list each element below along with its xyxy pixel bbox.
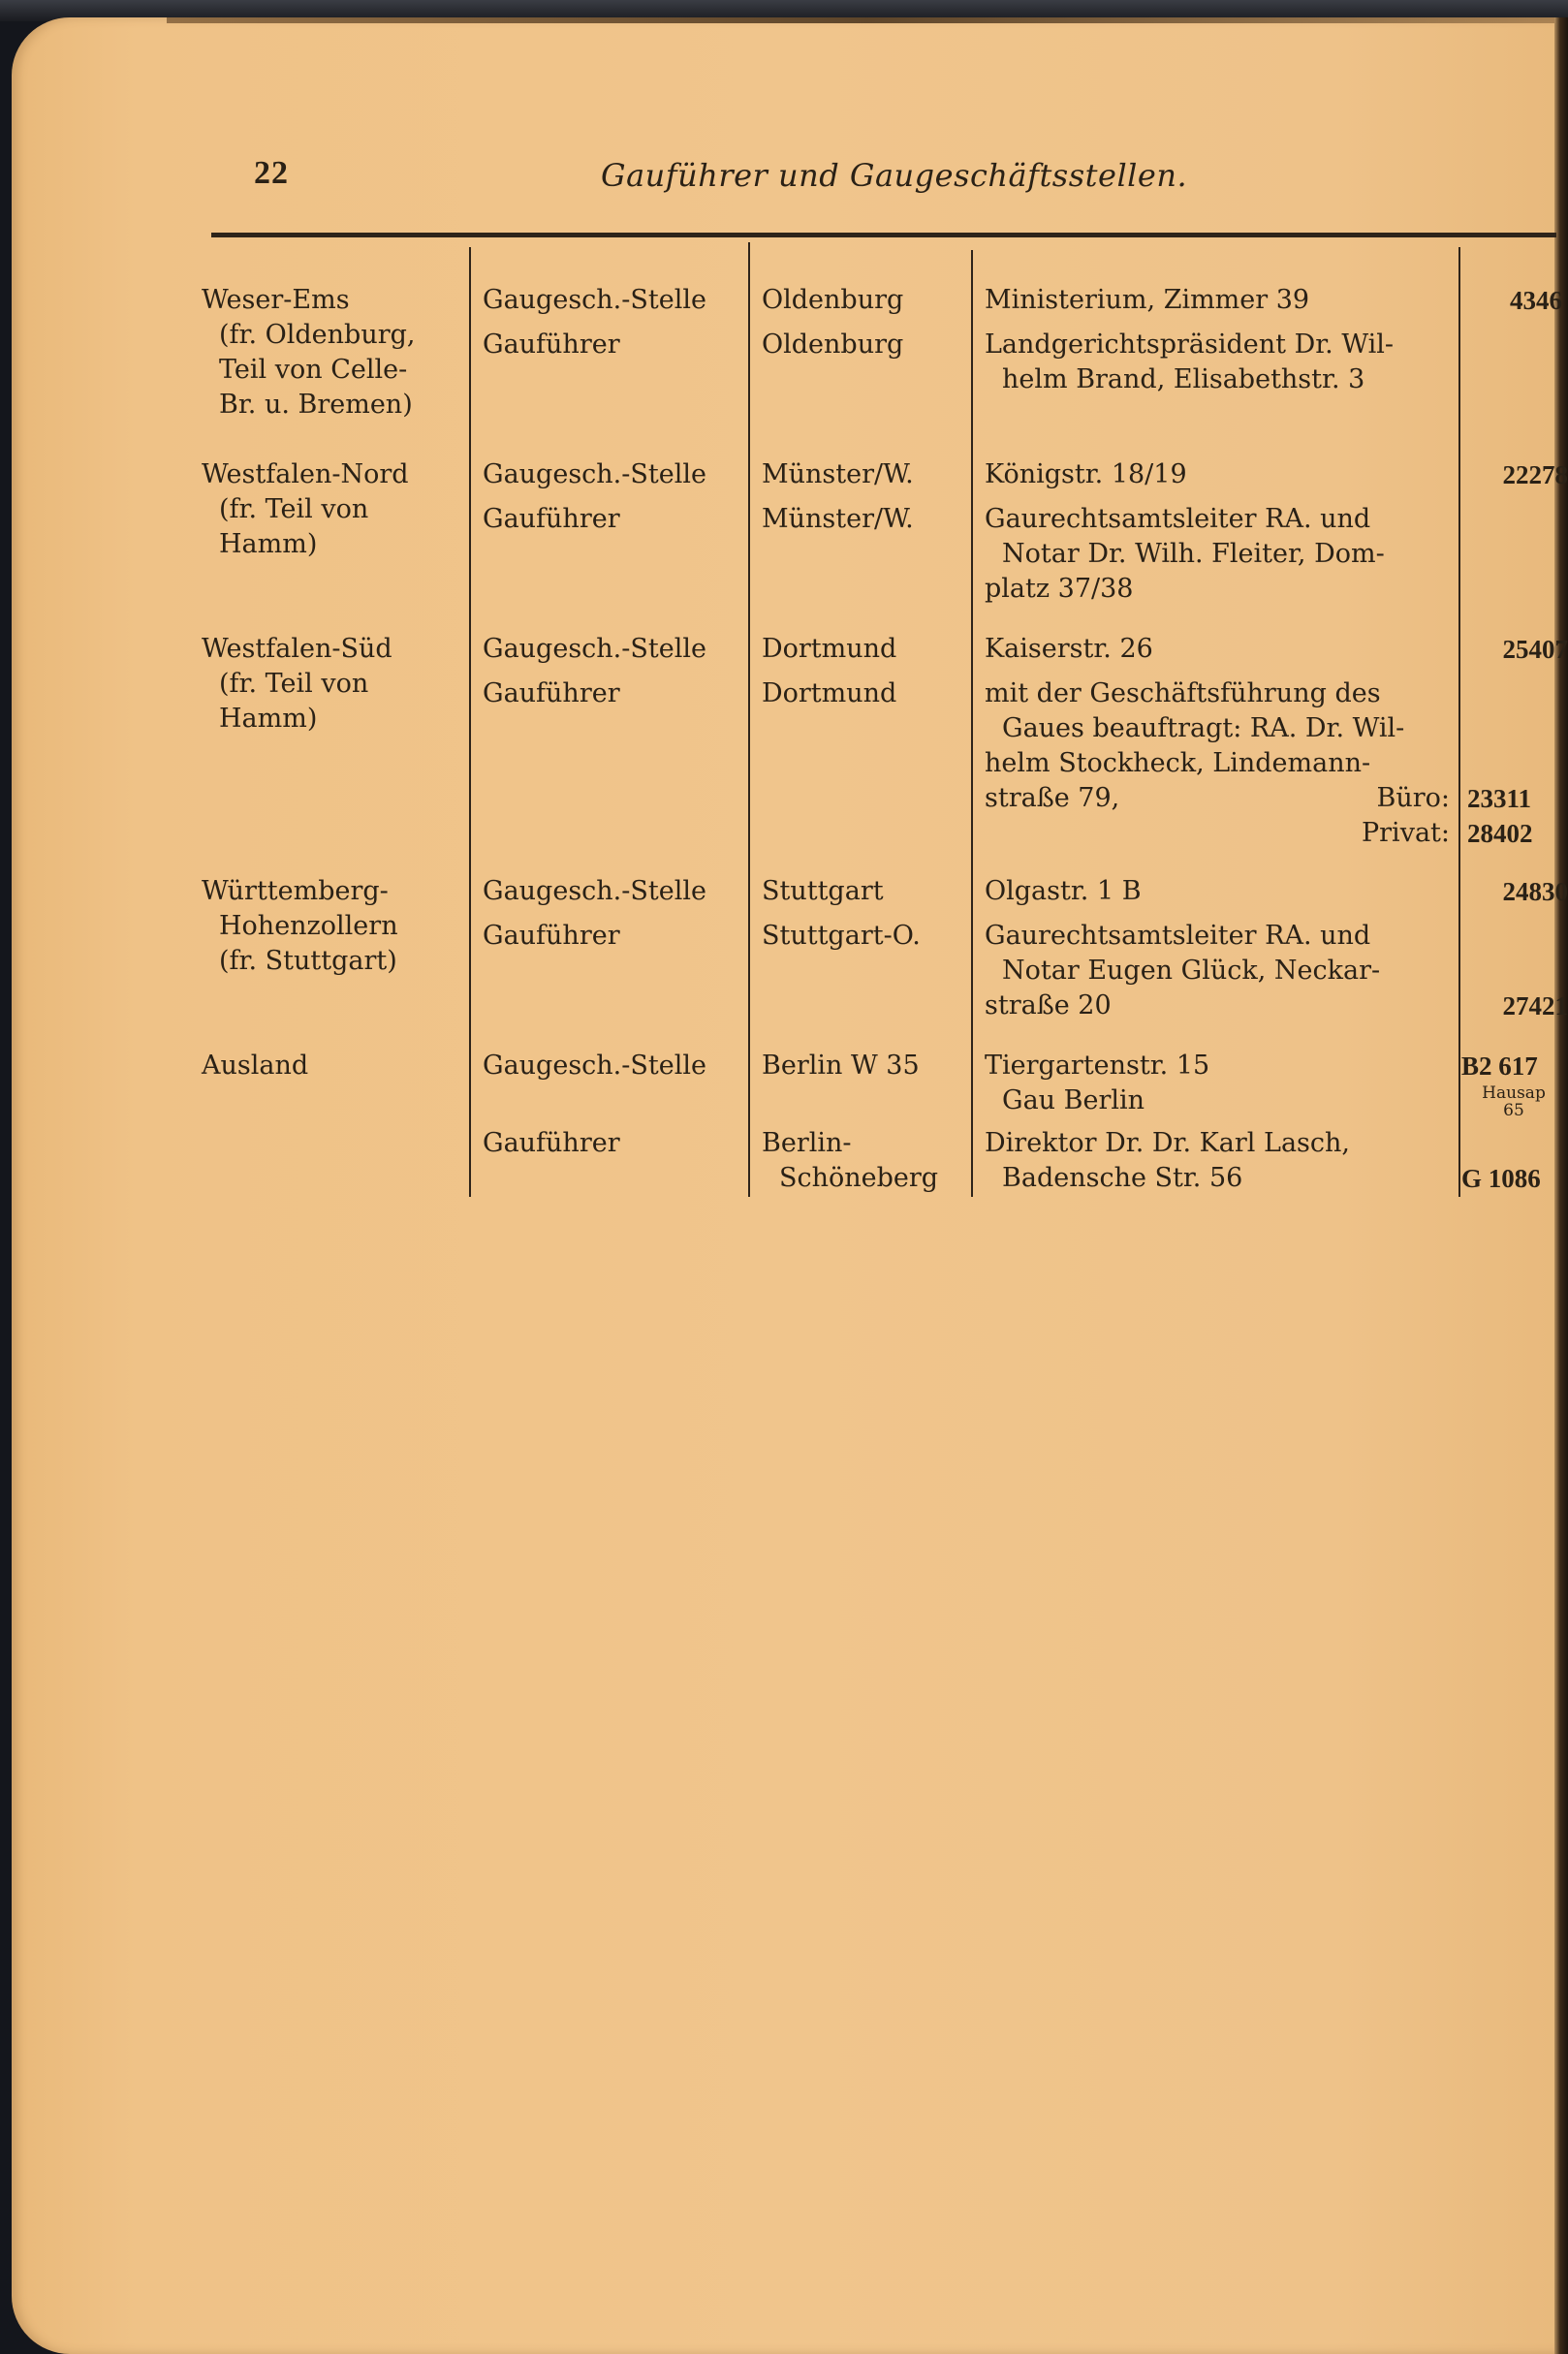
phone: 27421	[1502, 991, 1568, 1020]
role: Gauführer	[483, 1128, 620, 1158]
page-top-edge	[167, 17, 1568, 23]
address: Notar Dr. Wilh. Fleiter, Dom-	[1002, 539, 1385, 569]
address: Königstr. 18/19	[985, 459, 1187, 489]
gau-name: Hohenzollern	[219, 911, 398, 941]
address: Direktor Dr. Dr. Karl Lasch,	[985, 1128, 1350, 1158]
address: Gaurechtsamtsleiter RA. und	[985, 504, 1371, 534]
city: Münster/W.	[762, 504, 914, 534]
city: Dortmund	[762, 634, 897, 664]
address: helm Stockheck, Lindemann-	[985, 748, 1371, 778]
gau-name: Ausland	[202, 1051, 309, 1081]
city: Berlin-	[762, 1128, 852, 1158]
address: straße 20	[985, 990, 1112, 1020]
phone: 4346	[1510, 286, 1562, 315]
gau-note: Br. u. Bremen)	[219, 390, 413, 420]
gau-name: Westfalen-Süd	[202, 634, 392, 664]
role: Gauführer	[483, 921, 620, 951]
buero-label: Büro:	[1376, 783, 1450, 813]
gau-note: (fr. Stuttgart)	[219, 946, 397, 976]
gau-name: Weser-Ems	[202, 285, 350, 315]
address: Badensche Str. 56	[1002, 1163, 1243, 1193]
role: Gauführer	[483, 330, 620, 360]
city: Münster/W.	[762, 459, 914, 489]
city: Stuttgart	[762, 876, 884, 906]
gau-note: (fr. Teil von	[219, 669, 369, 699]
role: Gaugesch.-Stelle	[483, 459, 706, 489]
city: Oldenburg	[762, 330, 904, 360]
city: Schöneberg	[779, 1163, 939, 1193]
role: Gaugesch.-Stelle	[483, 634, 706, 664]
privat-phone: 28402	[1467, 819, 1533, 848]
address: straße 79,	[985, 783, 1120, 813]
city: Oldenburg	[762, 285, 904, 315]
phone: G 1086	[1461, 1164, 1541, 1193]
address: helm Brand, Elisabethstr. 3	[1002, 364, 1365, 394]
phone: 22278	[1502, 460, 1568, 489]
address: Gaues beauftragt: RA. Dr. Wil-	[1002, 713, 1405, 743]
running-head: Gauführer und Gaugeschäftsstellen.	[601, 157, 1188, 194]
city: Berlin W 35	[762, 1051, 920, 1081]
phone: 25407	[1502, 635, 1568, 664]
city: Stuttgart-O.	[762, 921, 921, 951]
column-divider	[469, 247, 471, 1197]
page-number: 22	[254, 155, 289, 191]
column-divider	[1458, 247, 1460, 1197]
gau-note: Teil von Celle-	[219, 355, 408, 385]
gau-name: Württemberg-	[202, 876, 389, 906]
address: Gaurechtsamtsleiter RA. und	[985, 921, 1371, 951]
column-divider	[748, 242, 750, 1197]
address: Notar Eugen Glück, Neckar-	[1002, 956, 1381, 986]
gau-note: (fr. Oldenburg,	[219, 320, 416, 350]
phone-extension: 65	[1503, 1101, 1524, 1120]
role: Gaugesch.-Stelle	[483, 285, 706, 315]
address: Gau Berlin	[1002, 1085, 1145, 1115]
address: Landgerichtspräsident Dr. Wil-	[985, 330, 1395, 360]
address: Tiergartenstr. 15	[985, 1051, 1210, 1081]
address: platz 37/38	[985, 574, 1134, 604]
table-top-rule	[211, 233, 1556, 237]
address: Ministerium, Zimmer 39	[985, 285, 1310, 315]
address: Kaiserstr. 26	[985, 634, 1153, 664]
gau-note: Hamm)	[219, 704, 318, 734]
role: Gauführer	[483, 504, 620, 534]
role: Gaugesch.-Stelle	[483, 1051, 706, 1081]
phone: B2 617	[1461, 1051, 1538, 1081]
buero-phone: 23311	[1467, 784, 1532, 813]
city: Dortmund	[762, 678, 897, 708]
privat-label: Privat:	[1361, 818, 1450, 848]
column-divider	[971, 250, 973, 1197]
address: Olgastr. 1 B	[985, 876, 1142, 906]
gau-note: (fr. Teil von	[219, 494, 369, 524]
phone: 24830	[1502, 877, 1568, 906]
gau-note: Hamm)	[219, 529, 318, 559]
role: Gaugesch.-Stelle	[483, 876, 706, 906]
book-spine	[1554, 17, 1568, 2354]
role: Gauführer	[483, 678, 620, 708]
phone-note: Hausap	[1482, 1083, 1546, 1103]
gau-name: Westfalen-Nord	[202, 459, 409, 489]
address: mit der Geschäftsführung des	[985, 678, 1381, 708]
